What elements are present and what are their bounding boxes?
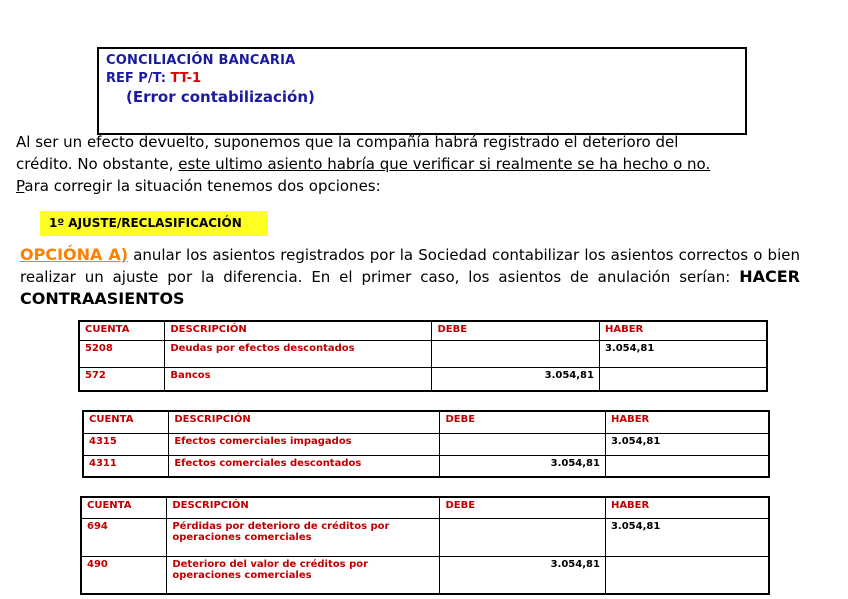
header-cuenta: CUENTA <box>79 321 165 340</box>
header-descripcion: DESCRIPCIÓN <box>167 497 440 518</box>
document-title: CONCILIACIÓN BANCARIA <box>106 53 296 68</box>
cell-haber <box>605 556 769 594</box>
cell-descripcion: Bancos <box>165 367 432 391</box>
entry-table-1 <box>78 320 768 392</box>
header-haber: HABER <box>605 411 769 433</box>
table-row <box>81 518 769 556</box>
cell-haber: 3.054,81 <box>605 433 769 455</box>
table-row <box>81 556 769 594</box>
cell-haber <box>605 455 769 477</box>
cell-debe <box>440 433 606 455</box>
header-haber: HABER <box>605 497 769 518</box>
intro-line-3 <box>16 176 381 197</box>
cell-debe: 3.054,81 <box>432 367 599 391</box>
header-debe: DEBE <box>440 411 606 433</box>
entry-table-2 <box>82 410 770 478</box>
intro-line-1: Al ser un efecto devuelto, suponemos que la compañía habrá registrado el deterioro del <box>16 133 679 151</box>
intro-line-3-first: P <box>16 177 25 195</box>
table-row <box>83 433 769 455</box>
cell-descripcion: Efectos comerciales impagados <box>169 433 440 455</box>
reference-line <box>106 71 201 86</box>
intro-line-2-underlined: este ultimo asiento habría que verificar si realmente se ha hecho o no. <box>178 155 711 173</box>
header-cuenta: CUENTA <box>83 411 169 433</box>
cell-cuenta: 5208 <box>79 340 165 367</box>
table-row <box>79 367 767 391</box>
table-row <box>83 455 769 477</box>
option-a-paragraph <box>20 244 800 310</box>
cell-debe: 3.054,81 <box>440 556 606 594</box>
cell-descripcion: Pérdidas por deterioro de créditos por operaciones comerciales <box>167 518 440 556</box>
cell-cuenta: 572 <box>79 367 165 391</box>
intro-line-2-text: crédito. No obstante, <box>16 155 179 173</box>
cell-descripcion: Efectos comerciales descontados <box>169 455 440 477</box>
cell-haber <box>599 367 767 391</box>
intro-line-3-rest: ara corregir la situación tenemos dos opciones: <box>24 177 381 195</box>
reference-subtitle: (Error contabilización) <box>126 88 315 106</box>
header-descripcion: DESCRIPCIÓN <box>169 411 440 433</box>
table-header-row <box>81 497 769 518</box>
table-row <box>79 340 767 367</box>
option-a-strong: HACER CONTRAASIENTOS <box>20 267 800 308</box>
header-debe: DEBE <box>440 497 606 518</box>
table-header-row <box>79 321 767 340</box>
reference-code: TT-1 <box>170 71 202 86</box>
option-a-text: anular los asientos registrados por la Sociedad contabilizar los asientos correctos o bien realizar un ajuste por la diferencia. En el primer caso, los asientos de anulación serían: <box>20 246 800 286</box>
cell-cuenta: 4311 <box>83 455 169 477</box>
cell-debe: 3.054,81 <box>440 455 606 477</box>
cell-debe <box>440 518 606 556</box>
cell-descripcion: Deterioro del valor de créditos por operaciones comerciales <box>167 556 440 594</box>
reference-label: REF P/T: <box>106 71 166 86</box>
intro-line-2 <box>16 154 710 175</box>
cell-cuenta: 694 <box>81 518 167 556</box>
cell-cuenta: 490 <box>81 556 167 594</box>
entry-table-3 <box>80 496 770 595</box>
header-haber: HABER <box>599 321 767 340</box>
reference-box <box>97 47 747 135</box>
cell-descripcion: Deudas por efectos descontados <box>165 340 432 367</box>
header-debe: DEBE <box>432 321 599 340</box>
cell-haber: 3.054,81 <box>605 518 769 556</box>
table-header-row <box>83 411 769 433</box>
cell-haber: 3.054,81 <box>599 340 767 367</box>
section-label: 1º AJUSTE/RECLASIFICACIÓN <box>40 211 268 236</box>
cell-debe <box>432 340 599 367</box>
header-descripcion: DESCRIPCIÓN <box>165 321 432 340</box>
option-a-label: OPCIÓNA A) <box>20 245 129 264</box>
header-cuenta: CUENTA <box>81 497 167 518</box>
cell-cuenta: 4315 <box>83 433 169 455</box>
